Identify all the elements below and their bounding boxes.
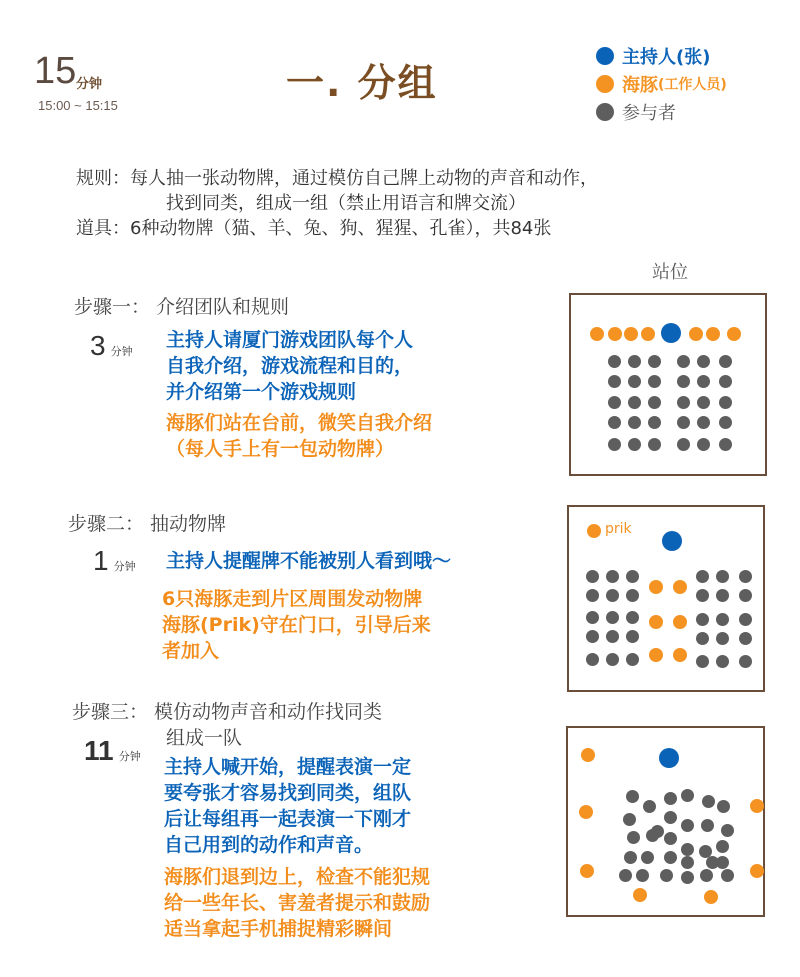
standing-diagram-2 bbox=[567, 505, 765, 692]
participant-dot bbox=[627, 831, 640, 844]
rule-text: 每人抽一张动物牌，通过模仿自己牌上动物的声音和动作， bbox=[130, 168, 598, 189]
gray-dot-icon bbox=[596, 103, 614, 121]
step1-title: 步骤一： 介绍团队和规则 bbox=[74, 296, 290, 318]
legend-label: 海豚 bbox=[622, 75, 658, 96]
participant-dot bbox=[719, 355, 732, 368]
legend-item-host bbox=[596, 42, 727, 70]
text-line: （每人手上有一包动物牌） bbox=[166, 438, 395, 460]
participant-dot bbox=[636, 869, 649, 882]
text-line: 并介绍第一个游戏规则 bbox=[166, 381, 357, 403]
standing-diagram-3 bbox=[566, 726, 765, 917]
participant-dot bbox=[716, 613, 729, 626]
blue-dot-icon bbox=[596, 47, 614, 65]
participant-dot bbox=[628, 438, 641, 451]
legend-item-staff bbox=[596, 70, 727, 98]
text-line: 后让每组再一起表演一下刚才 bbox=[164, 808, 412, 830]
participant-dot bbox=[586, 570, 599, 583]
staff-dot bbox=[673, 615, 687, 629]
rule-text-cont: 找到同类，组成一组（禁止用语言和牌交流） bbox=[166, 193, 526, 214]
participant-dot bbox=[739, 632, 752, 645]
participant-dot bbox=[586, 630, 599, 643]
text-line: 海豚们站在台前，微笑自我介绍 bbox=[166, 412, 433, 434]
staff-dot bbox=[673, 580, 687, 594]
participant-dot bbox=[626, 790, 639, 803]
props-label: 道具： bbox=[76, 218, 130, 239]
participant-dot bbox=[608, 375, 621, 388]
participant-dot bbox=[651, 825, 664, 838]
participant-dot bbox=[626, 570, 639, 583]
orange-dot-icon bbox=[596, 75, 614, 93]
participant-dot bbox=[608, 416, 621, 429]
step3-title: 步骤三： 模仿动物声音和动作找同类 bbox=[72, 701, 383, 723]
participant-dot bbox=[626, 630, 639, 643]
participant-dot bbox=[586, 653, 599, 666]
participant-dot bbox=[606, 630, 619, 643]
participant-dot bbox=[681, 789, 694, 802]
legend-label: 主持人 bbox=[622, 47, 676, 68]
text-line: 自己用到的动作和声音。 bbox=[164, 834, 374, 856]
staff-dot bbox=[704, 890, 718, 904]
participant-dot bbox=[697, 438, 710, 451]
text-line: 主持人喊开始，提醒表演一定 bbox=[164, 756, 412, 778]
participant-dot bbox=[677, 438, 690, 451]
participant-dot bbox=[664, 792, 677, 805]
participant-dot bbox=[719, 396, 732, 409]
participant-dot bbox=[608, 438, 621, 451]
participant-dot bbox=[696, 570, 709, 583]
step-minutes: 11 bbox=[84, 735, 114, 766]
step-minutes: 1 bbox=[93, 545, 109, 576]
participant-dot bbox=[626, 589, 639, 602]
step3-duration bbox=[84, 735, 141, 767]
participant-dot bbox=[739, 570, 752, 583]
staff-dot bbox=[633, 888, 647, 902]
step1-staff-text bbox=[166, 410, 432, 462]
participant-dot bbox=[648, 375, 661, 388]
step3-title-cont: 组成一队 bbox=[166, 727, 243, 749]
participant-dot bbox=[677, 355, 690, 368]
participant-dot bbox=[702, 795, 715, 808]
participant-dot bbox=[721, 824, 734, 837]
step-unit: 分钟 bbox=[118, 750, 141, 763]
participant-dot bbox=[739, 655, 752, 668]
time-range: 15:00 ~ 15:15 bbox=[38, 98, 118, 113]
participant-dot bbox=[648, 355, 661, 368]
text-line: 要夸张才容易找到同类，组队 bbox=[164, 782, 412, 804]
step2-title: 步骤二： 抽动物牌 bbox=[68, 513, 227, 535]
staff-dot bbox=[649, 580, 663, 594]
staff-dot bbox=[689, 327, 703, 341]
participant-dot bbox=[696, 589, 709, 602]
rule-label: 规则： bbox=[76, 168, 130, 189]
legend bbox=[596, 42, 727, 126]
participant-dot bbox=[626, 611, 639, 624]
duration-value: 15 bbox=[34, 50, 77, 92]
page-title: 一. 分组 bbox=[286, 61, 438, 105]
host-dot bbox=[661, 323, 681, 343]
staff-dot bbox=[580, 864, 594, 878]
prik-dot bbox=[587, 524, 601, 538]
participant-dot bbox=[677, 375, 690, 388]
participant-dot bbox=[739, 589, 752, 602]
participant-dot bbox=[628, 416, 641, 429]
standing-diagram-1 bbox=[569, 293, 767, 476]
legend-sub: (工作人员) bbox=[658, 77, 727, 93]
staff-dot bbox=[581, 748, 595, 762]
staff-dot bbox=[750, 799, 764, 813]
participant-dot bbox=[681, 871, 694, 884]
legend-sub: (张) bbox=[676, 47, 711, 68]
participant-dot bbox=[716, 856, 729, 869]
participant-dot bbox=[648, 396, 661, 409]
step2-duration bbox=[93, 545, 136, 577]
participant-dot bbox=[697, 416, 710, 429]
staff-dot bbox=[608, 327, 622, 341]
participant-dot bbox=[696, 613, 709, 626]
participant-dot bbox=[721, 869, 734, 882]
text-line: 主持人提醒牌不能被别人看到哦～ bbox=[166, 550, 452, 572]
participant-dot bbox=[628, 375, 641, 388]
legend-label: 参与者 bbox=[622, 103, 676, 124]
text-line: 自我介绍，游戏流程和目的， bbox=[166, 355, 414, 377]
participant-dot bbox=[681, 843, 694, 856]
participant-dot bbox=[716, 840, 729, 853]
participant-dot bbox=[628, 355, 641, 368]
participant-dot bbox=[696, 655, 709, 668]
participant-dot bbox=[697, 375, 710, 388]
step2-staff-text bbox=[162, 586, 431, 664]
prik-label: prik bbox=[605, 521, 632, 537]
staff-dot bbox=[706, 327, 720, 341]
participant-dot bbox=[701, 819, 714, 832]
participant-dot bbox=[608, 396, 621, 409]
staff-dot bbox=[624, 327, 638, 341]
step-minutes: 3 bbox=[90, 330, 106, 361]
step1-duration bbox=[90, 330, 133, 362]
standing-label: 站位 bbox=[652, 262, 688, 283]
text-line: 海豚们退到边上，检查不能犯规 bbox=[164, 866, 431, 888]
host-dot bbox=[659, 748, 679, 768]
participant-dot bbox=[608, 355, 621, 368]
step3-staff-text bbox=[164, 864, 430, 942]
participant-dot bbox=[719, 416, 732, 429]
participant-dot bbox=[648, 438, 661, 451]
participant-dot bbox=[606, 653, 619, 666]
text-line: 者加入 bbox=[162, 640, 220, 662]
duration-unit: 分钟 bbox=[76, 77, 103, 92]
participant-dot bbox=[606, 611, 619, 624]
participant-dot bbox=[664, 851, 677, 864]
props-text: 6种动物牌（猫、羊、兔、狗、猩猩、孔雀），共84张 bbox=[130, 218, 552, 239]
participant-dot bbox=[606, 570, 619, 583]
participant-dot bbox=[681, 856, 694, 869]
participant-dot bbox=[660, 869, 673, 882]
participant-dot bbox=[739, 613, 752, 626]
participant-dot bbox=[716, 655, 729, 668]
text-line: 6只海豚走到片区周围发动物牌 bbox=[162, 588, 423, 610]
participant-dot bbox=[697, 355, 710, 368]
step1-host-text bbox=[166, 327, 413, 405]
participant-dot bbox=[716, 570, 729, 583]
staff-dot bbox=[649, 648, 663, 662]
text-line: 给一些年长、害羞者提示和鼓励 bbox=[164, 892, 431, 914]
rules-block bbox=[76, 166, 598, 241]
host-dot bbox=[662, 531, 682, 551]
participant-dot bbox=[619, 869, 632, 882]
participant-dot bbox=[624, 851, 637, 864]
staff-dot bbox=[590, 327, 604, 341]
staff-dot bbox=[649, 615, 663, 629]
legend-item-participant bbox=[596, 98, 727, 126]
participant-dot bbox=[648, 416, 661, 429]
participant-dot bbox=[643, 800, 656, 813]
participant-dot bbox=[677, 396, 690, 409]
participant-dot bbox=[719, 375, 732, 388]
participant-dot bbox=[586, 589, 599, 602]
staff-dot bbox=[727, 327, 741, 341]
participant-dot bbox=[677, 416, 690, 429]
participant-dot bbox=[626, 653, 639, 666]
staff-dot bbox=[641, 327, 655, 341]
participant-dot bbox=[664, 832, 677, 845]
step-unit: 分钟 bbox=[113, 560, 136, 573]
participant-dot bbox=[700, 869, 713, 882]
participant-dot bbox=[664, 811, 677, 824]
participant-dot bbox=[681, 819, 694, 832]
staff-dot bbox=[673, 648, 687, 662]
participant-dot bbox=[641, 851, 654, 864]
text-line: 主持人请厦门游戏团队每个人 bbox=[166, 329, 414, 351]
step-unit: 分钟 bbox=[110, 345, 133, 358]
participant-dot bbox=[716, 589, 729, 602]
text-line: 适当拿起手机捕捉精彩瞬间 bbox=[164, 918, 393, 940]
participant-dot bbox=[628, 396, 641, 409]
participant-dot bbox=[623, 813, 636, 826]
participant-dot bbox=[719, 438, 732, 451]
staff-dot bbox=[750, 864, 764, 878]
step2-host-text bbox=[166, 548, 451, 574]
participant-dot bbox=[696, 632, 709, 645]
participant-dot bbox=[606, 589, 619, 602]
participant-dot bbox=[717, 800, 730, 813]
text-line: 海豚(Prik)守在门口，引导后来 bbox=[162, 614, 431, 636]
step3-host-text bbox=[164, 754, 411, 858]
staff-dot bbox=[579, 805, 593, 819]
participant-dot bbox=[716, 632, 729, 645]
participant-dot bbox=[697, 396, 710, 409]
participant-dot bbox=[586, 611, 599, 624]
